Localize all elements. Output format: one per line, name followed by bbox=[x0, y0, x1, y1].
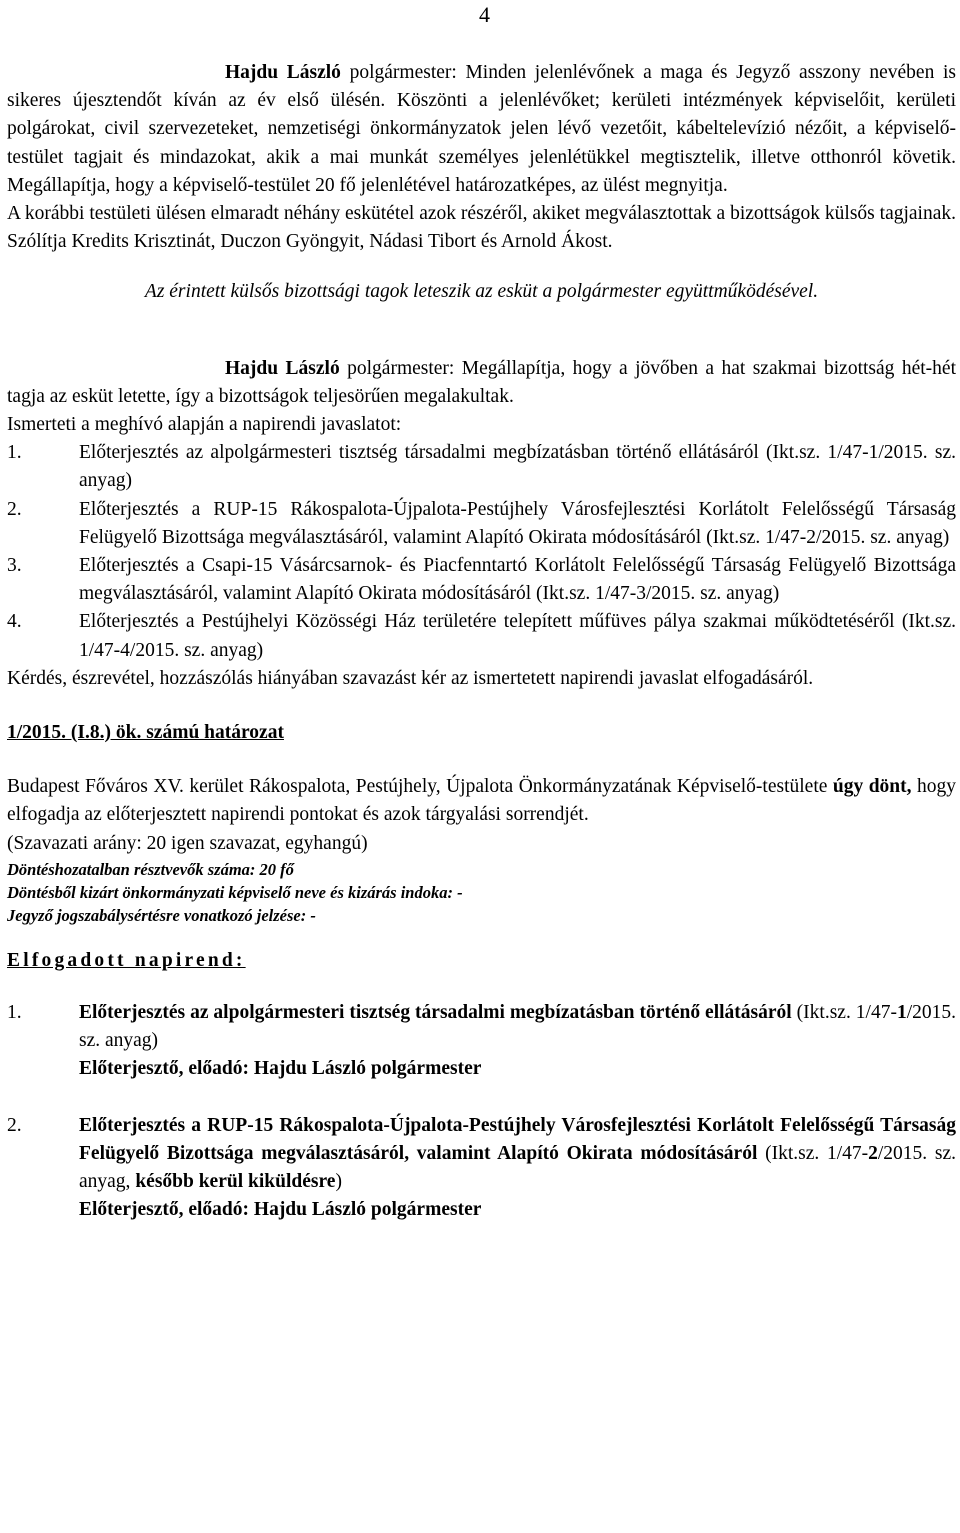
accepted-item-title: Előterjesztés a RUP-15 Rákospalota-Újpalota-Pestújhely Városfejlesztési Korlátolt Felelősségű Társaság Felügyelő Bizottsága megválasztásáról, valamint Alapító Okirata módosításáról bbox=[79, 1114, 956, 1164]
agenda-item-number: 4. bbox=[7, 611, 22, 633]
accepted-item-ref-end: /2015. sz. anyag, bbox=[79, 1142, 957, 1193]
accepted-item bbox=[7, 1112, 956, 1225]
accepted-item-number: 1. bbox=[7, 1002, 22, 1024]
accepted-item-number: 2. bbox=[7, 1114, 22, 1136]
accepted-item-ref-end: /2015. sz. anyag) bbox=[79, 1002, 956, 1052]
agenda-intro: Ismerteti a meghívó alapján a napirendi javaslatot: bbox=[7, 414, 402, 436]
agenda-list bbox=[7, 439, 956, 665]
accepted-item-ref-num: 1 bbox=[896, 1002, 907, 1024]
resolution-post: hogy elfogadja az előterjesztett napirendi pontokat és azok tárgyalási sorrendjét. bbox=[7, 776, 956, 826]
resolution-text bbox=[7, 773, 956, 829]
agenda-item-text: Előterjesztés a Csapi-15 Vásárcsarnok- és Piacfenntartó Korlátolt Felelősségű Társaság Felügyelő Bizottsága megválasztásáról, valamint Alapító Okirata módosításáról (Ikt.sz. 1/47-3/2015. sz. anyag) bbox=[79, 555, 956, 605]
speaker-name: Hajdu László bbox=[225, 62, 341, 83]
accepted-item-presenter: Előterjesztő, előadó: Hajdu László polgármester bbox=[79, 1199, 482, 1221]
accepted-agenda-heading-text: Elfogadott napirend: bbox=[7, 949, 246, 971]
accepted-item-close: ) bbox=[335, 1171, 342, 1193]
speaker-name: Hajdu László bbox=[225, 357, 340, 379]
accepted-item-title: Előterjesztés az alpolgármesteri tisztség társadalmi megbízatásban történő ellátásáról bbox=[79, 1002, 792, 1024]
vote-request: Kérdés, észrevétel, hozzászólás hiányában szavazást kér az ismertetett napirendi javaslat elfogadásáról. bbox=[7, 667, 814, 689]
vote-ratio: (Szavazati arány: 20 igen szavazat, egyhangú) bbox=[7, 832, 368, 854]
resolution-title-text: 1/2015. (I.8.) ök. számú határozat bbox=[7, 722, 284, 744]
resolution-decision: úgy dönt, bbox=[832, 776, 912, 798]
resolution-title bbox=[7, 719, 956, 747]
agenda-item-number: 1. bbox=[7, 442, 22, 464]
accepted-agenda-list bbox=[7, 999, 956, 1224]
agenda-item-text: Előterjesztés a RUP-15 Rákospalota-Újpalota-Pestújhely Városfejlesztési Korlátolt Felelősségű Társaság Felügyelő Bizottsága megválasztásáról, valamint Alapító Okirata módosításáról (Ikt.sz. 1/47-2/2015. sz. anyag) bbox=[79, 498, 956, 548]
notary-note: Jegyző jogszabálysértésre vonatkozó jelzése: - bbox=[7, 905, 316, 925]
agenda-item-text: Előterjesztés az alpolgármesteri tisztség társadalmi megbízatásban történő ellátásáról (Ikt.sz. 1/47-1/2015. sz. anyag) bbox=[79, 442, 956, 492]
accepted-item-ref: (Ikt.sz. 1/47- bbox=[791, 1002, 897, 1024]
committee-paragraph bbox=[7, 355, 956, 411]
accepted-item-presenter: Előterjesztő, előadó: Hajdu László polgármester bbox=[79, 1058, 482, 1080]
resolution-pre: Budapest Főváros XV. kerület Rákospalota, Pestújhely, Újpalota Önkormányzatának Képviselő-testülete bbox=[7, 776, 833, 798]
oath-note: Az érintett külsős bizottsági tagok leteszik az esküt a polgármester együttműködésével. bbox=[144, 281, 819, 303]
opening-paragraph bbox=[7, 59, 956, 200]
document-body bbox=[7, 0, 956, 1225]
accepted-item-ref: (Ikt.sz. 1/47- bbox=[757, 1142, 869, 1164]
accepted-agenda-heading bbox=[7, 947, 956, 975]
agenda-item bbox=[7, 439, 956, 495]
opening-text: polgármester: Minden jelenlévőnek a maga és Jegyző asszony nevében is sikeres újesztendőt kíván az év első ülésén. Köszönti a jelenlévőket; kerületi intézmények képviselőit, kerületi polgárokat, civil szervezeteket, nemzetiségi önkormányzatok jelen lévő vezetőit, kábeltelevízió nézőit, a képviselő-testület tagjait és mindazokat, akik a mai munkát személyes jelenlétükkel megtisztelik, illetve otthonról követik. Megállapítja, hogy a képviselő-testület 20 fő jelenlétével határozatképes, az ülést megnyitja. bbox=[7, 62, 956, 196]
committee-text: polgármester: Megállapítja, hogy a jövőben a hat szakmai bizottság hét-hét tagja az esküt letette, így a bizottságok teljesörűen megalakultak. bbox=[7, 357, 956, 407]
agenda-item-text: Előterjesztés a Pestújhelyi Közösségi Ház területére telepített műfüves pálya szakmai működtetéséről (Ikt.sz. 1/47-4/2015. sz. anyag) bbox=[79, 611, 956, 661]
accepted-item bbox=[7, 999, 956, 1084]
participants-count: Döntéshozatalban résztvevők száma: 20 fő bbox=[7, 859, 294, 879]
agenda-item-number: 2. bbox=[7, 498, 22, 520]
excluded-members: Döntésből kizárt önkormányzati képviselő neve és kizárás indoka: - bbox=[7, 882, 463, 902]
accepted-item-ref-num: 2 bbox=[868, 1142, 878, 1164]
page-number: 4 bbox=[479, 2, 490, 27]
oath-paragraph: A korábbi testületi ülésen elmaradt néhány eskütétel azok részéről, akiket megválasztottak a bizottságok külsős tagjainak. Szólítja Kredits Krisztinát, Duczon Gyöngyit, Nádasi Tibort és Arnold Ákost. bbox=[7, 203, 956, 253]
agenda-item-number: 3. bbox=[7, 555, 22, 577]
agenda-item bbox=[7, 552, 956, 608]
agenda-item bbox=[7, 608, 956, 664]
agenda-item bbox=[7, 496, 956, 552]
accepted-item-later-note: később kerül kiküldésre bbox=[135, 1171, 336, 1193]
